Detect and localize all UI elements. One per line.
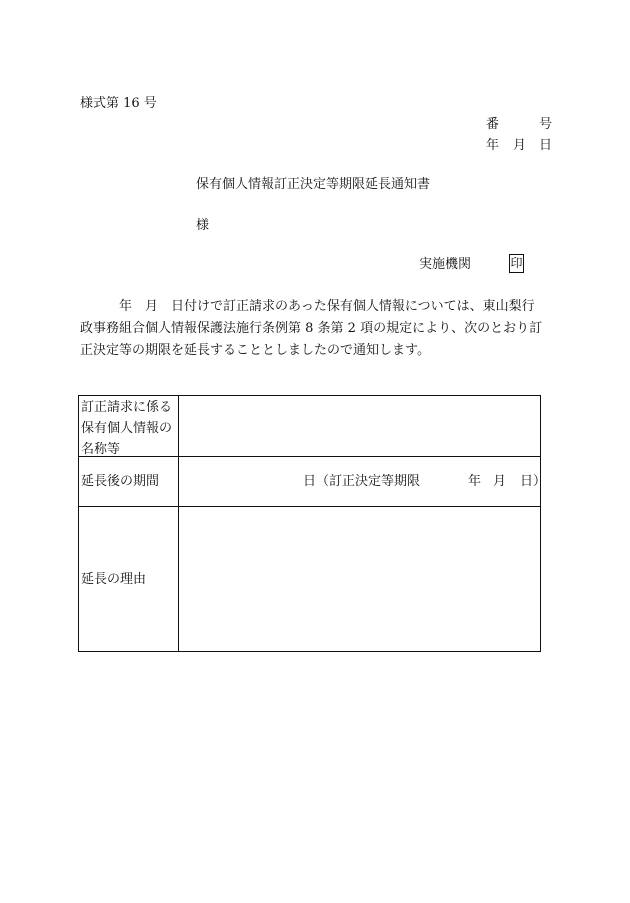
date-day-label: 日	[539, 138, 553, 153]
deadline-year-label: 年	[468, 474, 482, 489]
notice-table	[78, 395, 547, 652]
document-title: 保有個人情報訂正決定等期限延長通知書	[196, 177, 431, 192]
issuing-agency-label: 実施機関	[419, 257, 472, 272]
notice-body-line: 年 月 日付けで訂正請求のあった保有個人情報については、東山梨行	[80, 299, 535, 314]
table-row-reason-label: 延長の理由	[81, 572, 147, 587]
notice-body-line: 政事務組合個人情報保護法施行条例第 8 条第 2 項の規定により、次のとおり訂	[80, 321, 543, 336]
date-year-label: 年	[486, 138, 500, 153]
notice-body-line: 正決定等の期限を延長することとしましたので通知します。	[80, 343, 430, 358]
seal-stamp: 印	[509, 254, 524, 273]
deadline-day-label: 日）	[520, 474, 547, 489]
table-row-divider	[79, 506, 540, 507]
table-label-line: 訂正請求に係る	[81, 400, 173, 415]
document-number-label: 番	[486, 117, 500, 132]
extended-period-day-label: 日（訂正決定等期限	[303, 474, 421, 489]
notice-body	[80, 296, 550, 362]
date-month-label: 月	[513, 138, 527, 153]
table-row-record-label	[81, 397, 172, 460]
table-row-period-label: 延長後の期間	[81, 474, 160, 489]
table-column-divider	[178, 396, 179, 651]
table-label-line: 保有個人情報の	[81, 421, 173, 436]
document-number-suffix: 号	[539, 117, 553, 132]
deadline-month-label: 月	[493, 474, 507, 489]
form-number: 様式第 16 号	[80, 96, 157, 111]
table-label-line: 名称等	[81, 442, 121, 457]
addressee-honorific: 様	[196, 218, 210, 233]
